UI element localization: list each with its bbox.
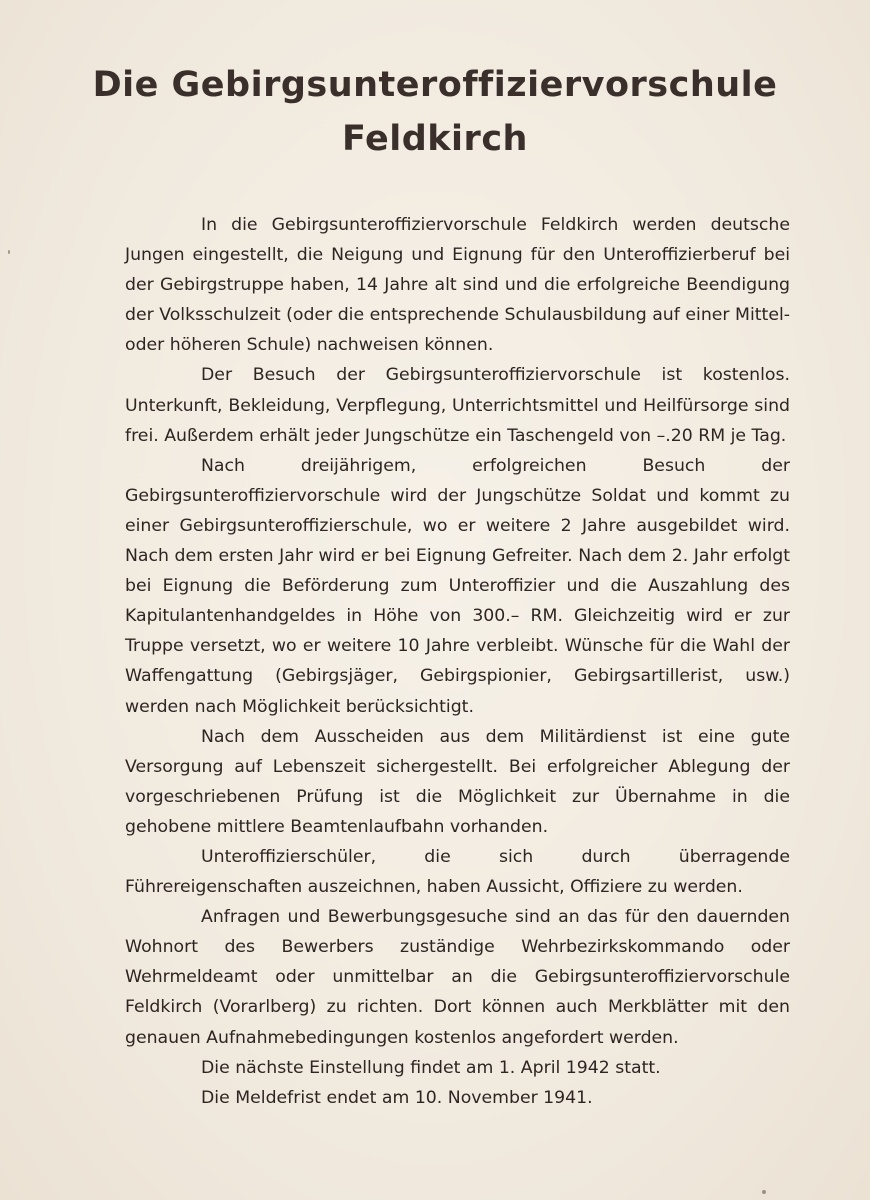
paragraph-applications: Anfragen und Bewerbungsgesuche sind an das für den dauernden Wohnort des Bewerbers zuständige Wehrbezirkskommando oder Wehrmeldeamt oder unmittelbar an die Gebirgsunteroffiziervorschule Feldkirch (Vorarlberg) zu richten. Dort können auch Merkblätter mit den genauen Aufnahmebedingungen kostenlos angefordert werden. (125, 907, 790, 1048)
document-subtitle: Feldkirch (342, 119, 528, 159)
paper-mark (762, 1190, 766, 1194)
paragraph-next-intake: Die nächste Einstellung findet am 1. April 1942 statt. (201, 1057, 661, 1078)
paper-mark (8, 250, 10, 254)
paragraph-career: Nach dreijährigem, erfolgreichen Besuch der Gebirgsunteroffiziervorschule wird der Jungschütze Soldat und kommt zu einer Gebirgsunteroffizierschule, wo er weitere 2 Jahre ausgebildet wird. Nach dem ersten Jahr wird er bei Eignung Gefreiter. Nach dem 2. Jahr erfolgt bei Eignung die Beförderung zum Unteroffizier und die Auszahlung des Kapitulantenhandgeldes in Höhe von 300.– RM. Gleichzeitig wird er zur Truppe versetzt, wo er weitere 10 Jahre verbleibt. Wünsche für die Wahl der Waffengattung (Gebirgsjäger, Gebirgspionier, Gebirgsartillerist, usw.) werden nach Möglichkeit berücksichtigt. (125, 455, 790, 717)
paragraph-admission: In die Gebirgsunteroffiziervorschule Feldkirch werden deutsche Jungen eingestellt, die Neigung und Eignung für den Unteroffizierberuf bei der Gebirgstruppe haben, 14 Jahre alt sind und die erfolgreiche Beendigung der Volksschulzeit (oder die entsprechende Schulausbildung auf einer Mittel- oder höheren Schule) nachweisen können. (125, 215, 790, 356)
paragraph-officers: Unteroffizierschüler, die sich durch überragende Führereigenschaften auszeichnen, haben Aussicht, Offiziere zu werden. (125, 846, 790, 898)
paragraph-costs: Der Besuch der Gebirgsunteroffiziervorschule ist kostenlos. Unterkunft, Bekleidung, Verpflegung, Unterrichtsmittel und Heilfürsorge sind frei. Außerdem erhält jeder Jungschütze ein Taschengeld von –.20 RM je Tag. (125, 365, 790, 446)
document-body (125, 210, 790, 1113)
document-title: Die Gebirgsunteroffiziervorschule (92, 65, 778, 105)
paragraph-deadline: Die Meldefrist endet am 10. November 1941. (201, 1087, 593, 1108)
paragraph-pension: Nach dem Ausscheiden aus dem Militärdienst ist eine gute Versorgung auf Lebenszeit sichergestellt. Bei erfolgreicher Ablegung der vorgeschriebenen Prüfung ist die Möglichkeit zur Übernahme in die gehobene mittlere Beamtenlaufbahn vorhanden. (125, 726, 790, 837)
